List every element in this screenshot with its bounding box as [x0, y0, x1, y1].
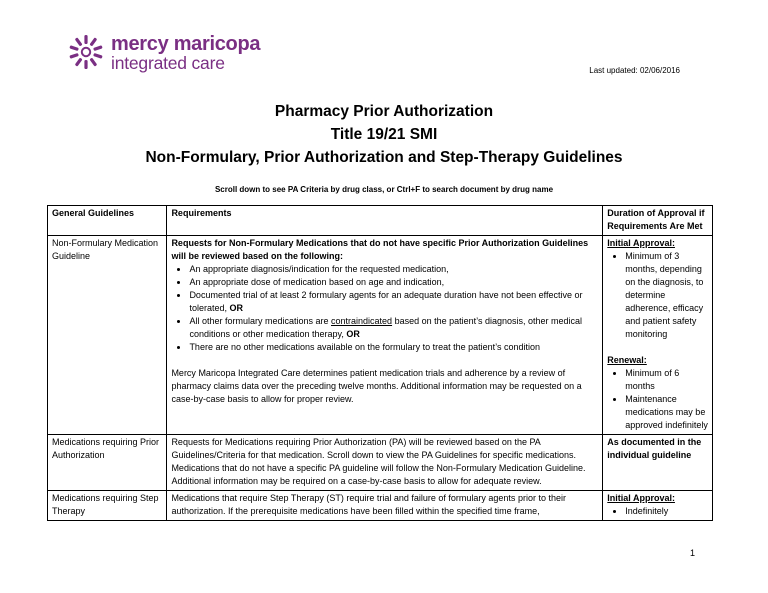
initial-approval-list — [607, 505, 708, 518]
duration-prior-authorization: As documented in the individual guideline — [603, 435, 713, 491]
requirements-prior-authorization: Requests for Medications requiring Prior Authorization (PA) will be reviewed based on the PA Guidelines/Criteria for that medication. Scroll down to view the PA Guidelines for specific medications. Medications that do not have a specific PA guideline will follow the Non-Formulary Medication Guideline. Additional information may be required on a case-by-case basis to allow for adequate review. — [167, 435, 603, 491]
initial-approval-label: Initial Approval: — [607, 493, 675, 503]
list-item-text: based on the patient’s diagnosis, other medical conditions or other medication therapy, — [189, 316, 583, 339]
duration-step-therapy — [603, 491, 713, 521]
list-item: • Minimum of 6 months — [625, 367, 708, 393]
header-general-guidelines: General Guidelines — [48, 206, 167, 236]
requirements-intro: Requests for Non-Formulary Medications that do not have specific Prior Authorization Guidelines will be reviewed based on the following: — [171, 238, 589, 261]
document-title — [0, 100, 768, 169]
last-updated: Last updated: 02/06/2016 — [589, 66, 680, 75]
renewal-label: Renewal: — [607, 355, 647, 365]
list-item — [189, 289, 598, 315]
title-line-2: Title 19/21 SMI — [330, 126, 438, 143]
logo-text-primary: mercy maricopa — [111, 33, 261, 55]
renewal-list — [607, 367, 708, 432]
header-requirements: Requirements — [167, 206, 603, 236]
initial-approval-label: Initial Approval: — [607, 238, 675, 248]
list-item — [189, 315, 598, 341]
table-row — [48, 435, 713, 491]
row-label-prior-authorization: Medications requiring Prior Authorization — [48, 435, 167, 491]
requirements-closing: Mercy Maricopa Integrated Care determines patient medication trials and adherence by a review of pharmacy claims data over the preceding twelve months. Additional information may be requested on a case-by-case basis to allow for proper review. — [171, 368, 582, 404]
initial-approval-list — [607, 250, 708, 341]
page-number: 1 — [690, 548, 696, 558]
header-duration: Duration of Approval if Requirements Are Met — [603, 206, 713, 236]
scroll-note: Scroll down to see PA Criteria by drug class, or Ctrl+F to search document by drug name — [214, 185, 554, 194]
contraindicated-text: contraindicated — [331, 316, 393, 326]
list-item: • Indefinitely — [625, 505, 708, 518]
sunburst-logo-icon — [68, 34, 104, 70]
list-item: • An appropriate dose of medication based on age and indication, — [189, 276, 598, 289]
or-keyword: OR — [229, 303, 243, 313]
list-item: • Maintenance medications may be approved indefinitely — [625, 393, 708, 432]
list-item: • An appropriate diagnosis/indication for the requested medication, — [189, 263, 598, 276]
list-item-text: All other formulary medications are — [189, 316, 329, 326]
table-row — [48, 236, 713, 435]
row-label-step-therapy: Medications requiring Step Therapy — [48, 491, 167, 521]
or-keyword: OR — [346, 329, 360, 339]
list-item-text: Documented trial of at least 2 formulary agents for an adequate duration have not been effective or tolerated, — [189, 290, 583, 313]
title-line-1: Pharmacy Prior Authorization — [274, 103, 494, 120]
guidelines-table — [47, 205, 713, 521]
table-header-row — [48, 206, 713, 236]
title-line-3: Non-Formulary, Prior Authorization and Step-Therapy Guidelines — [145, 149, 623, 166]
duration-non-formulary — [603, 236, 713, 435]
requirements-list — [171, 263, 598, 354]
requirements-non-formulary — [167, 236, 603, 435]
row-label-non-formulary: Non-Formulary Medication Guideline — [48, 236, 167, 435]
requirements-step-therapy: Medications that require Step Therapy (ST) require trial and failure of formulary agents prior to their authorization. If the prerequisite medications have been filled within the specified time frame, — [167, 491, 603, 521]
list-item: • There are no other medications available on the formulary to treat the patient’s condition — [189, 341, 598, 354]
logo — [68, 34, 268, 74]
table-row — [48, 491, 713, 521]
logo-text-secondary: integrated care — [111, 53, 225, 73]
list-item: • Minimum of 3 months, depending on the diagnosis, to determine adherence, efficacy and patient safety monitoring — [625, 250, 708, 341]
